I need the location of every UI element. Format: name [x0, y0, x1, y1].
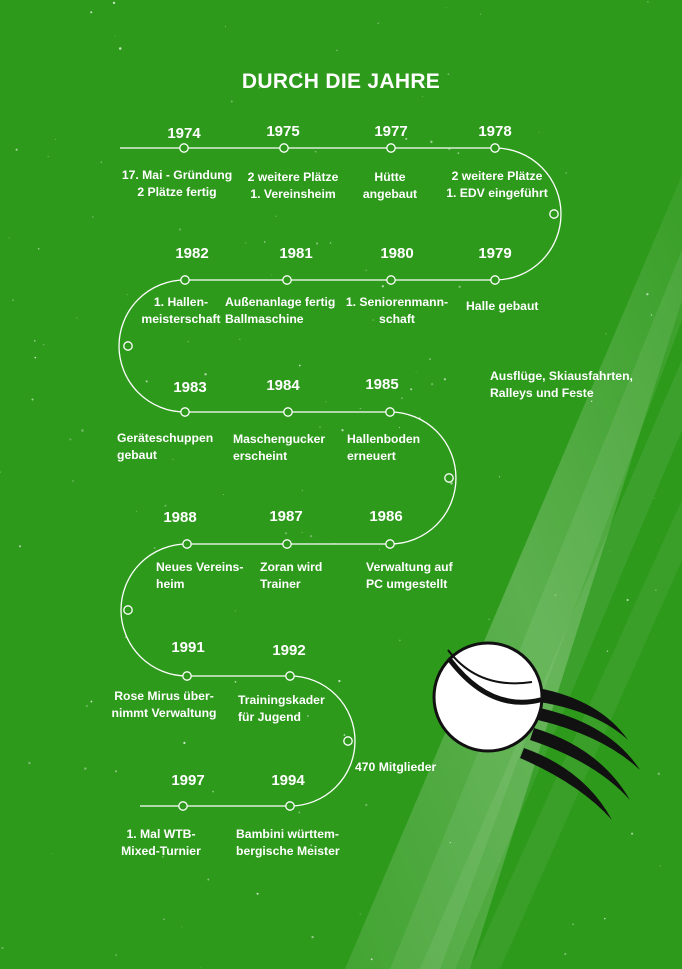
- side-note-trips: Ausflüge, Skiausfahrten, Ralleys und Feste: [490, 369, 633, 400]
- dot-1984: [284, 408, 292, 416]
- year-1985: 1985: [365, 376, 399, 393]
- event-1991-text: Rose Mirus über- nimmt Verwaltung: [111, 689, 217, 720]
- event-1985-text: Hallenboden erneuert: [347, 432, 421, 463]
- event-1992-text: Trainingskader für Jugend: [238, 693, 325, 724]
- year-1991: 1991: [171, 639, 205, 656]
- year-1984: 1984: [266, 377, 300, 394]
- event-1975-text: 2 weitere Plätze 1. Vereinsheim: [247, 170, 339, 201]
- side-note-members: 470 Mitglieder: [355, 760, 437, 774]
- year-1987: 1987: [269, 508, 303, 525]
- event-1974-text: 17. Mai - Gründung 2 Plätze fertig: [121, 168, 233, 199]
- dot-1987: [283, 540, 291, 548]
- event-1988-text: Neues Vereins- heim: [156, 560, 244, 591]
- event-1980-text: 1. Seniorenmann- schaft: [345, 295, 449, 326]
- dot-1974: [180, 144, 188, 152]
- dot-1975: [280, 144, 288, 152]
- year-1975: 1975: [266, 123, 300, 140]
- year-1981: 1981: [279, 245, 313, 262]
- dot-1983: [181, 408, 189, 416]
- dot-1978: [491, 144, 499, 152]
- event-1987-text: Zoran wird Trainer: [260, 560, 323, 591]
- year-1979: 1979: [478, 245, 512, 262]
- dot-1994: [286, 802, 294, 810]
- dot-1992: [286, 672, 294, 680]
- dot-1997: [179, 802, 187, 810]
- event-1997-text: 1. Mal WTB- Mixed-Turnier: [121, 827, 201, 858]
- dot-1977: [387, 144, 395, 152]
- dot-1982: [181, 276, 189, 284]
- year-1978: 1978: [478, 123, 512, 140]
- dot-1991: [183, 672, 191, 680]
- dot-1979: [491, 276, 499, 284]
- event-1983-text: Geräteschuppen gebaut: [117, 431, 214, 462]
- dot-1986: [386, 540, 394, 548]
- event-1994-text: Bambini württem- bergische Meister: [236, 827, 340, 858]
- year-1982: 1982: [175, 245, 209, 262]
- dot-side-left-1: [124, 342, 132, 350]
- year-1986: 1986: [369, 508, 403, 525]
- event-1984-text: Maschengucker erscheint: [233, 432, 326, 463]
- year-1992: 1992: [272, 642, 306, 659]
- dot-1980: [387, 276, 395, 284]
- event-1979-text: Halle gebaut: [466, 299, 539, 313]
- event-1986-text: Verwaltung auf PC umgestellt: [366, 560, 453, 591]
- dot-side-right-1: [550, 210, 558, 218]
- year-1983: 1983: [173, 379, 207, 396]
- dot-side-right-2: [445, 474, 453, 482]
- dot-1988: [183, 540, 191, 548]
- tennis-ball-icon: [434, 643, 640, 820]
- dot-470: [344, 737, 352, 745]
- event-1982-text: 1. Hallen- meisterschaft: [141, 295, 221, 326]
- dot-side-left-2: [124, 606, 132, 614]
- year-1997: 1997: [171, 772, 205, 789]
- event-1977-text: Hütte angebaut: [362, 170, 418, 201]
- dot-1981: [283, 276, 291, 284]
- event-1981-text: Außenanlage fertig Ballmaschine: [225, 295, 336, 326]
- year-1974: 1974: [167, 125, 201, 142]
- year-1977: 1977: [374, 123, 408, 140]
- year-1980: 1980: [380, 245, 414, 262]
- page-title: DURCH DIE JAHRE: [241, 70, 441, 93]
- year-1994: 1994: [271, 772, 305, 789]
- year-1988: 1988: [163, 509, 197, 526]
- dot-1985: [386, 408, 394, 416]
- event-1978-text: 2 weitere Plätze 1. EDV eingeführt: [446, 169, 548, 200]
